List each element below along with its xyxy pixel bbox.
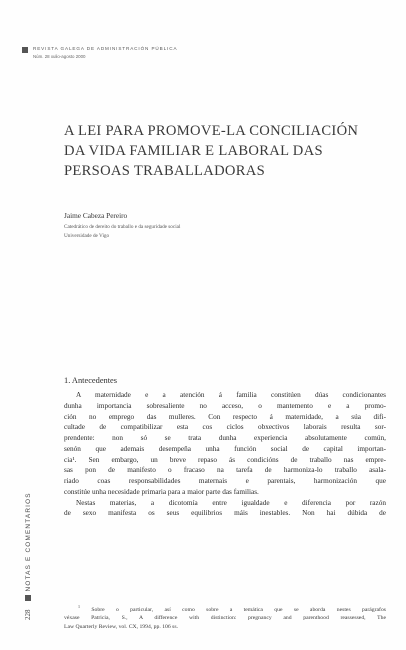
body-paragraphs bbox=[64, 390, 386, 519]
affiliation-line: Catedrático de dereito do traballo e da seguridade social bbox=[64, 224, 181, 230]
body-line: cia¹. Sen embargo, un breve repaso ás condicións de traballo nas empre- bbox=[64, 455, 386, 464]
side-square-icon bbox=[25, 596, 31, 602]
footnote-line bbox=[64, 603, 386, 614]
body-line: A maternidade e a atención á familia constitúen dúas condicionantes bbox=[76, 391, 386, 399]
title-line: DA VIDA FAMILIAR E LABORAL DAS bbox=[64, 143, 323, 159]
affiliation-line: Universidade de Vigo bbox=[64, 232, 110, 239]
section-label: NOTAS E COMENTARIOS bbox=[24, 492, 32, 592]
body-line: de sexo manifesta os seus equilibrios máis inestables. Non hai dúbida de bbox=[64, 509, 386, 518]
author-block bbox=[64, 211, 180, 240]
article-title bbox=[64, 121, 386, 181]
title-line: PERSOAS TRABALLADORAS bbox=[64, 163, 266, 179]
author-name: Jaime Cabeza Pereiro bbox=[64, 211, 128, 220]
body-line: dunha importancia sobresaliente no acceso, o mantemento e a promo- bbox=[64, 401, 386, 410]
body-line: sas pon de manifesto o fracaso na tarefa de harmoniza-lo traballo asala- bbox=[64, 466, 386, 475]
section-heading: 1. Antecedentes bbox=[64, 376, 118, 385]
footnote-text: Sobre o particular, así como sobre a temática que se aborda nestes parágrafos bbox=[91, 606, 387, 613]
author-affiliation bbox=[64, 223, 180, 240]
body-line: constitúe unha necesidade primaria para a maior parte das familias. bbox=[64, 487, 259, 496]
journal-issue: Núm. 28 xulio-agosto 2000 bbox=[33, 54, 86, 59]
journal-name: REVISTA GALEGA DE ADMINISTRACIÓN PÚBLICA bbox=[33, 46, 178, 51]
body-line: riado coas responsabilidades maternais e parentais, harmonización que bbox=[64, 477, 386, 485]
footnote-line: Law Quarterly Review, vol. CX, 1994, pp. 106 ss. bbox=[64, 623, 178, 630]
body-line: Nestas materias, a dicotomía entre igualdade e diferencia por razón bbox=[76, 498, 386, 507]
body-line: prendente: non só se trata dunha experiencia absolutamente común, bbox=[64, 434, 386, 442]
side-running-head bbox=[24, 492, 32, 620]
body-line: ción no emprego das mulleres. Con respecto á maternidade, a súa difi- bbox=[64, 412, 386, 421]
title-line: A LEI PARA PROMOVE-LA CONCILIACIÓN bbox=[64, 123, 359, 139]
footnote bbox=[64, 603, 386, 631]
body-line: cultade de compatibilizar esta cos ciclos obxectivos laborais resulta sor- bbox=[64, 423, 386, 432]
footnote-marker: 1 bbox=[78, 604, 80, 609]
header-square-icon bbox=[22, 47, 28, 53]
footnote-line: véxase Patricia, S., A difference with distinction: pregnancy and parenthood reassessed, The bbox=[64, 615, 386, 622]
page-number: 228 bbox=[24, 609, 32, 620]
body-line: senón que ademais desempeña unha función social de capital importan- bbox=[64, 444, 386, 453]
